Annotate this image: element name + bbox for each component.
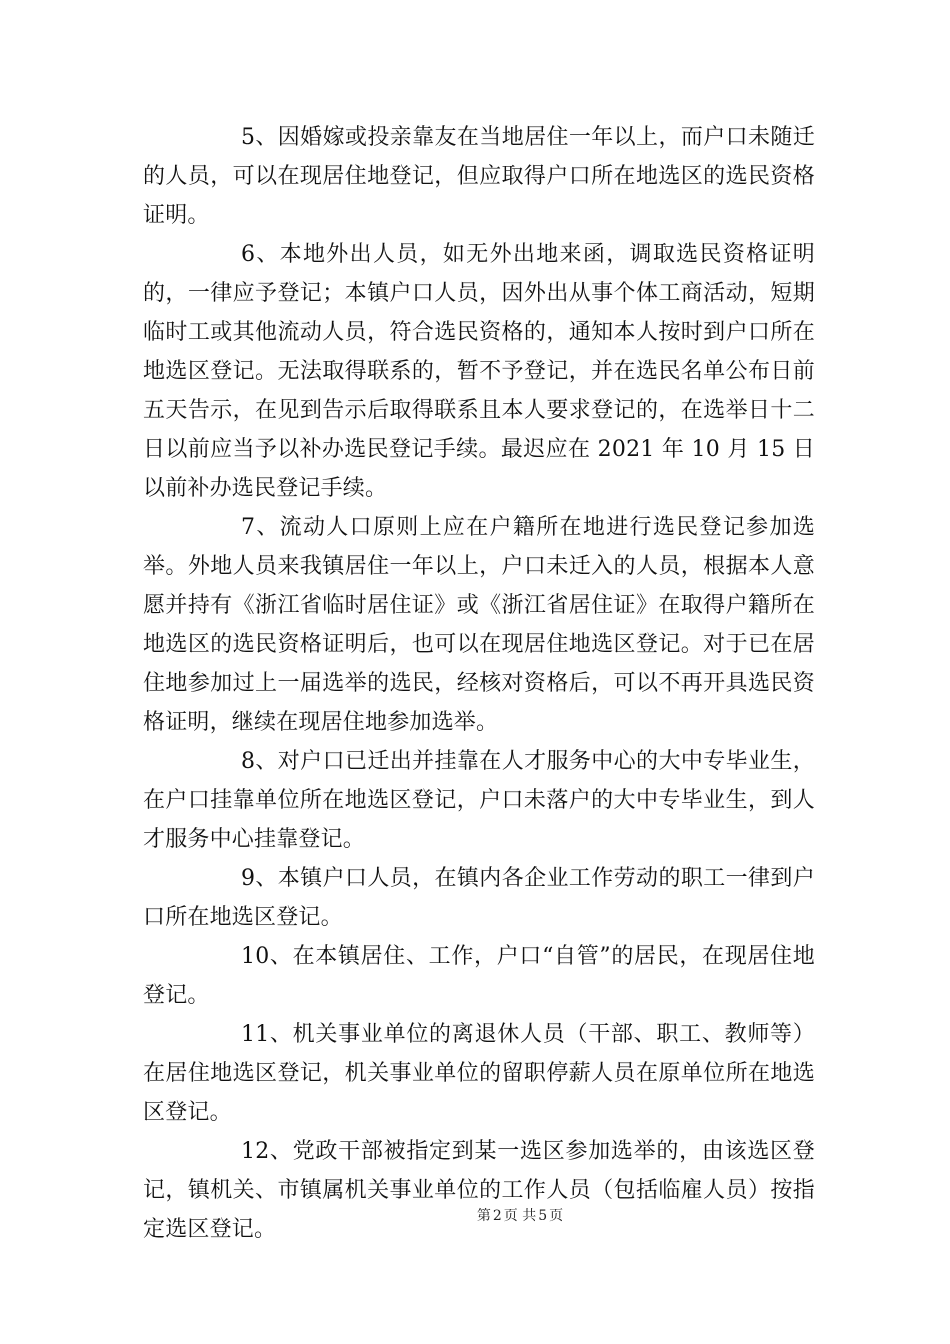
footer-total-pages: 5 (538, 1208, 548, 1224)
footer-suffix: 页 (549, 1208, 564, 1224)
document-body (143, 118, 815, 1249)
paragraph-item-10: 10、在本镇居住、工作，户口“自管”的居民，在现居住地登记。 (143, 944, 815, 1008)
paragraph-item-12: 12、党政干部被指定到某一选区参加选举的，由该选区登记，镇机关、市镇属机关事业单位的工作人员（包括临雇人员）按指定选区登记。 (143, 1139, 815, 1242)
paragraph-item-9: 9、本镇户口人员，在镇内各企业工作劳动的职工一律到户口所在地选区登记。 (143, 866, 815, 930)
paragraph-item-8: 8、对户口已迁出并挂靠在人才服务中心的大中专毕业生，在户口挂靠单位所在地选区登记，户口未落户的大中专毕业生，到人才服务中心挂靠登记。 (143, 749, 815, 852)
footer-middle: 页 共 (503, 1208, 537, 1224)
paragraph-item-5: 5、因婚嫁或投亲靠友在当地居住一年以上，而户口未随迁的人员，可以在现居住地登记，但应取得户口所在地选区的选民资格证明。 (143, 125, 815, 228)
footer-prefix: 第 (476, 1208, 491, 1224)
paragraph-item-7: 7、流动人口原则上应在户籍所在地进行选民登记参加选举。外地人员来我镇居住一年以上，户口未迁入的人员，根据本人意愿并持有《浙江省临时居住证》或《浙江省居住证》在取得户籍所在地选区的选民资格证明后，也可以在现居住地选区登记。对于已在居住地参加过上一届选举的选民，经核对资格后，可以不再开具选民资格证明，继续在现居住地参加选举。 (143, 515, 815, 735)
footer-current-page: 2 (492, 1208, 502, 1224)
paragraph-item-11: 11、机关事业单位的离退休人员（干部、职工、教师等）在居住地选区登记，机关事业单位的留职停薪人员在原单位所在地选区登记。 (143, 1022, 815, 1125)
page-footer (0, 1205, 950, 1225)
paragraph-item-6: 6、本地外出人员，如无外出地来函，调取选民资格证明的，一律应予登记；本镇户口人员，因外出从事个体工商活动，短期临时工或其他流动人员，符合选民资格的，通知本人按时到户口所在地选区登记。无法取得联系的，暂不予登记，并在选民名单公布日前五天告示，在见到告示后取得联系且本人要求登记的，在选举日十二日以前应当予以补办选民登记手续。最迟应在 2021 年 10 月 15 日以前补办选民登记手续。 (143, 242, 815, 501)
